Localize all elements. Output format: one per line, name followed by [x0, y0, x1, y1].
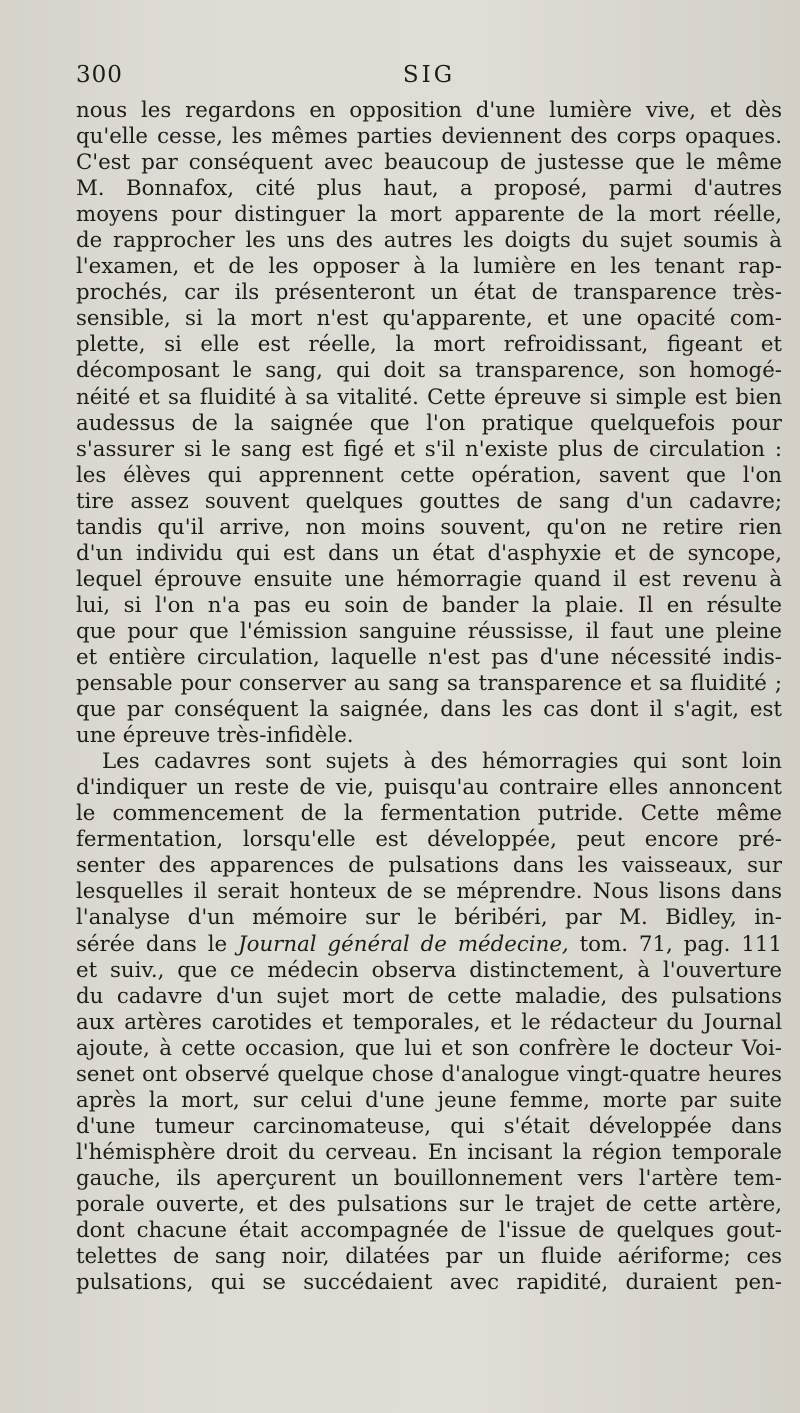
text-line: lesquelles il serait honteux de se méprendre. Nous lisons dans: [76, 879, 782, 905]
text-line: lui, si l'on n'a pas eu soin de bander la plaie. Il en résulte: [76, 592, 782, 618]
journal-title: Journal général de médecine,: [238, 931, 569, 957]
text-line: néité et sa fluidité à sa vitalité. Cette épreuve si simple est bien: [76, 384, 782, 410]
text-line: gauche, ils aperçurent un bouillonnement vers l'artère tem-: [76, 1165, 782, 1191]
text-line: ajoute, à cette occasion, que lui et son confrère le docteur Voi-: [76, 1035, 782, 1061]
text-line: qu'elle cesse, les mêmes parties deviennent des corps opaques.: [76, 124, 782, 150]
text-line: que pour que l'émission sanguine réussisse, il faut une pleine: [76, 618, 782, 644]
text-line: lequel éprouve ensuite une hémorragie quand il est revenu à: [76, 566, 782, 592]
text-line: tire assez souvent quelques gouttes de sang d'un cadavre;: [76, 488, 782, 514]
text-segment: sérée dans le: [76, 931, 228, 957]
text-line: fermentation, lorsqu'elle est développée, peut encore pré-: [76, 827, 782, 853]
text-line: nous les regardons en opposition d'une lumière vive, et dès: [76, 98, 782, 123]
text-line: aux artères carotides et temporales, et le rédacteur du Journal: [76, 1009, 782, 1035]
text-line: senter des apparences de pulsations dans les vaisseaux, sur: [76, 853, 782, 879]
text-line: et entière circulation, laquelle n'est pas d'une nécessité indis-: [76, 644, 782, 670]
paragraph-end-line: une épreuve très-infidèle.: [76, 723, 354, 749]
text-line: s'assurer si le sang est figé et s'il n'existe plus de circulation :: [76, 436, 782, 462]
running-head: SIG: [402, 62, 456, 88]
paragraph-start-line: Les cadavres sont sujets à des hémorragies qui sont loin: [102, 749, 782, 775]
body-text: [76, 98, 782, 1296]
text-segment: tom. 71, pag. 111: [579, 931, 782, 957]
text-line: audessus de la saignée que l'on pratique quelquefois pour: [76, 410, 782, 436]
text-line: le commencement de la fermentation putride. Cette même: [76, 801, 782, 827]
text-line: l'hémisphère droit du cerveau. En incisant la région temporale: [76, 1139, 782, 1165]
text-line: C'est par conséquent avec beaucoup de justesse que le même: [76, 150, 782, 176]
text-line: porale ouverte, et des pulsations sur le trajet de cette artère,: [76, 1191, 782, 1217]
page-number: 300: [76, 62, 123, 88]
text-line: tandis qu'il arrive, non moins souvent, qu'on ne retire rien: [76, 514, 782, 540]
text-line: prochés, car ils présenteront un état de transparence très-: [76, 280, 782, 306]
text-line: telettes de sang noir, dilatées par un fluide aériforme; ces: [76, 1244, 782, 1270]
text-line: que par conséquent la saignée, dans les cas dont il s'agit, est: [76, 697, 782, 723]
text-line: du cadavre d'un sujet mort de cette maladie, des pulsations: [76, 983, 782, 1009]
text-line: senet ont observé quelque chose d'analogue vingt-quatre heures: [76, 1061, 782, 1087]
text-line: décomposant le sang, qui doit sa transparence, son homogé-: [76, 358, 782, 384]
text-line: dont chacune était accompagnée de l'issue de quelques gout-: [76, 1218, 782, 1244]
text-line: d'une tumeur carcinomateuse, qui s'était développée dans: [76, 1113, 782, 1139]
text-line: sensible, si la mort n'est qu'apparente, et une opacité com-: [76, 306, 782, 332]
text-line: M. Bonnafox, cité plus haut, a proposé, parmi d'autres: [76, 176, 782, 202]
text-line-with-citation: [76, 932, 782, 958]
text-line: après la mort, sur celui d'une jeune femme, morte par suite: [76, 1087, 782, 1113]
text-line: d'indiquer un reste de vie, puisqu'au contraire elles annoncent: [76, 775, 782, 801]
text-line: pulsations, qui se succédaient avec rapidité, duraient pen-: [76, 1270, 782, 1296]
text-line: pensable pour conserver au sang sa transparence et sa fluidité ;: [76, 671, 782, 697]
text-line: moyens pour distinguer la mort apparente de la mort réelle,: [76, 202, 782, 228]
page-header: [76, 62, 782, 96]
text-line: les élèves qui apprennent cette opération, savent que l'on: [76, 462, 782, 488]
text-line: et suiv., que ce médecin observa distinctement, à l'ouverture: [76, 957, 782, 983]
text-line: l'analyse d'un mémoire sur le béribéri, par M. Bidley, in-: [76, 905, 782, 931]
text-line: l'examen, et de les opposer à la lumière en les tenant rap-: [76, 254, 782, 280]
text-line: de rapprocher les uns des autres les doigts du sujet soumis à: [76, 228, 782, 254]
text-line: d'un individu qui est dans un état d'asphyxie et de syncope,: [76, 540, 782, 566]
text-line: plette, si elle est réelle, la mort refroidissant, figeant et: [76, 332, 782, 358]
